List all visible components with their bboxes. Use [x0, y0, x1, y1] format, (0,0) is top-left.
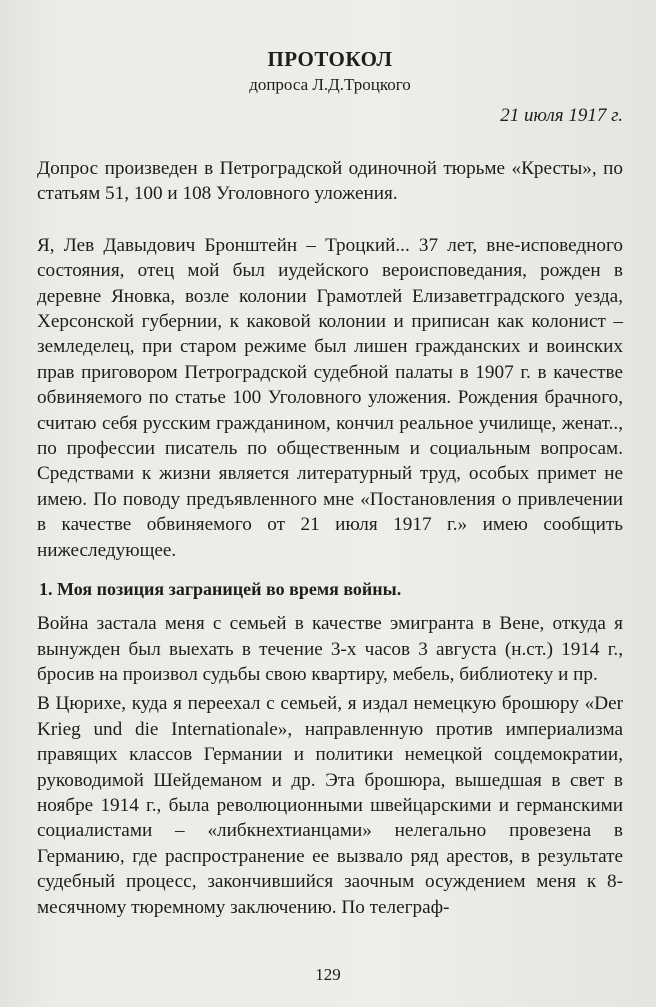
section-paragraph-2: В Цюрихе, куда я переехал с семьей, я издал немецкую брошюру «Der Krieg und die Internationale», направленную против империализма правящих классов Германии и политики немецкой соцдемократии, руководимой Шейдеманом и др. Эта брошюра, вышедшая в свет в ноябре 1914 г., была революционными швейцарскими и германскими социалистами – «либкнехтианцами» нелегально провезена в Германию, где распространение ее вызвало ряд арестов, в результате судебный процесс, закончившийся заочным осуждением меня к 8-месячному тюремному заключению. По телеграф-: [37, 693, 623, 918]
document-subtitle: допроса Л.Д.Троцкого: [249, 75, 411, 94]
bio-paragraph: Я, Лев Давыдович Бронштейн – Троцкий... 37 лет, вне-исповедного состояния, отец мой был иудейского вероисповедания, рожден в деревне Яновка, возле колонии Грамотлей Елизаветградского уезда, Херсонской губернии, к каковой колонии и приписан как колонист – земледелец, при старом режиме был лишен гражданских и воинских прав приговором Петроградской судебной палаты в 1907 г. в качестве обвиняемого по статье 100 Уголовного уложения. Рождения брачного, считаю себя русским гражданином, кончил реальное училище, женат.., по профессии писатель по общественным и социальным вопросам. Средствами к жизни является литературный труд, особых примет не имею. По поводу предъявленного мне «Постановления о привлечении в качестве обвиняемого от 21 июля 1917 г.» имею сообщить нижеследующее.: [37, 234, 623, 561]
section-heading: 1. Моя позиция заграницей во время войны.: [39, 579, 402, 600]
document-date: 21 июля 1917 г.: [500, 105, 623, 126]
page-content: [37, 38, 623, 920]
section-paragraph-1: Война застала меня с семьей в качестве эмигранта в Вене, откуда я вынужден был выехать в течение 3-х часов 3 августа (н.ст.) 1914 г., бросив на произвол судьбы свою квартиру, мебель, библиотеку и пр.: [37, 613, 623, 685]
document-title: ПРОТОКОЛ: [267, 47, 393, 71]
intro-paragraph: Допрос произведен в Петроградской одиночной тюрьме «Кресты», по статьям 51, 100 и 108 Уголовного уложения.: [37, 158, 623, 205]
page-number: 129: [315, 965, 341, 984]
